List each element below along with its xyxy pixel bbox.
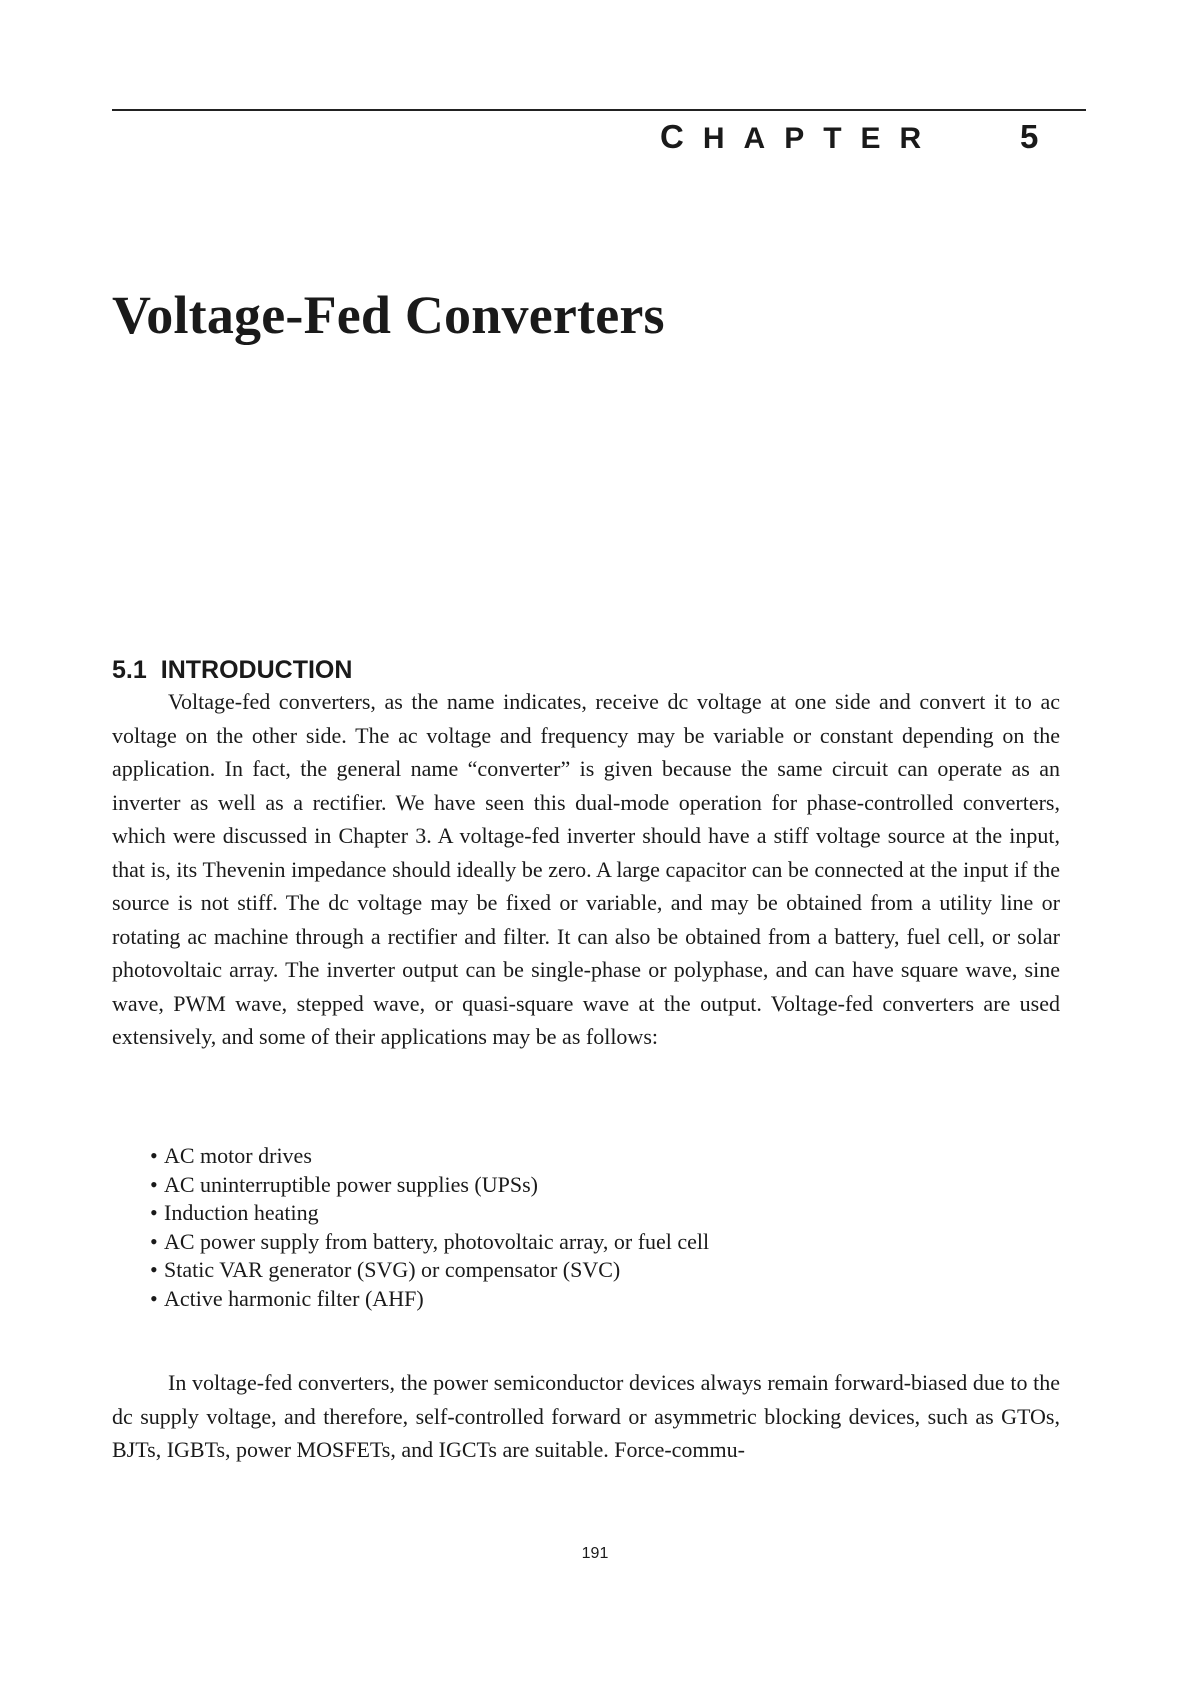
list-item: • Induction heating: [150, 1199, 709, 1228]
chapter-title: Voltage-Fed Converters: [112, 285, 665, 345]
chapter-number: 5: [1020, 118, 1039, 155]
chapter-label: [660, 118, 1060, 156]
chapter-word: CHAPTER: [660, 118, 941, 155]
section-heading: [112, 658, 352, 683]
intro-paragraph: Voltage-fed converters, as the name indicates, receive dc voltage at one side and convert it to ac voltage on the other side. The ac voltage and frequency may be variable or constant depending on the application. In fact, the general name “converter” is given because the same circuit can operate as an inverter as well as a rectifier. We have seen this dual-mode operation for phase-controlled converters, which were discussed in Chapter 3. A voltage-fed inverter should have a stiff voltage source at the input, that is, its Thevenin impedance should ideally be zero. A large capacitor can be connected at the input if the source is not stiff. The dc voltage may be fixed or variable, and may be obtained from a utility line or rotating ac machine through a rectifier and filter. It can also be obtained from a battery, fuel cell, or solar photovoltaic array. The inverter output can be single-phase or polyphase, and can have square wave, sine wave, PWM wave, stepped wave, or quasi-square wave at the output. Voltage-fed converters are used extensively, and some of their applications may be as follows:: [112, 689, 1060, 1049]
page-number: 191: [581, 1545, 609, 1562]
section-title: INTRODUCTION: [160, 656, 353, 684]
devices-paragraph: In voltage-fed converters, the power semiconductor devices always remain forward-biased due to the dc supply voltage, and therefore, self-controlled forward or asymmetric blocking devices, such as GTOs, BJTs, IGBTs, power MOSFETs, and IGCTs are suitable. Force-commu-: [112, 1370, 1060, 1462]
list-item: • AC uninterruptible power supplies (UPSs): [150, 1171, 709, 1200]
list-item: • AC power supply from battery, photovoltaic array, or fuel cell: [150, 1228, 709, 1257]
chapter-header-rule: [112, 109, 1086, 111]
section-number: 5.1: [112, 656, 147, 684]
list-item: • Active harmonic filter (AHF): [150, 1285, 709, 1314]
list-item: • AC motor drives: [150, 1142, 709, 1171]
applications-list: [150, 1142, 709, 1314]
list-item: • Static VAR generator (SVG) or compensator (SVC): [150, 1256, 709, 1285]
